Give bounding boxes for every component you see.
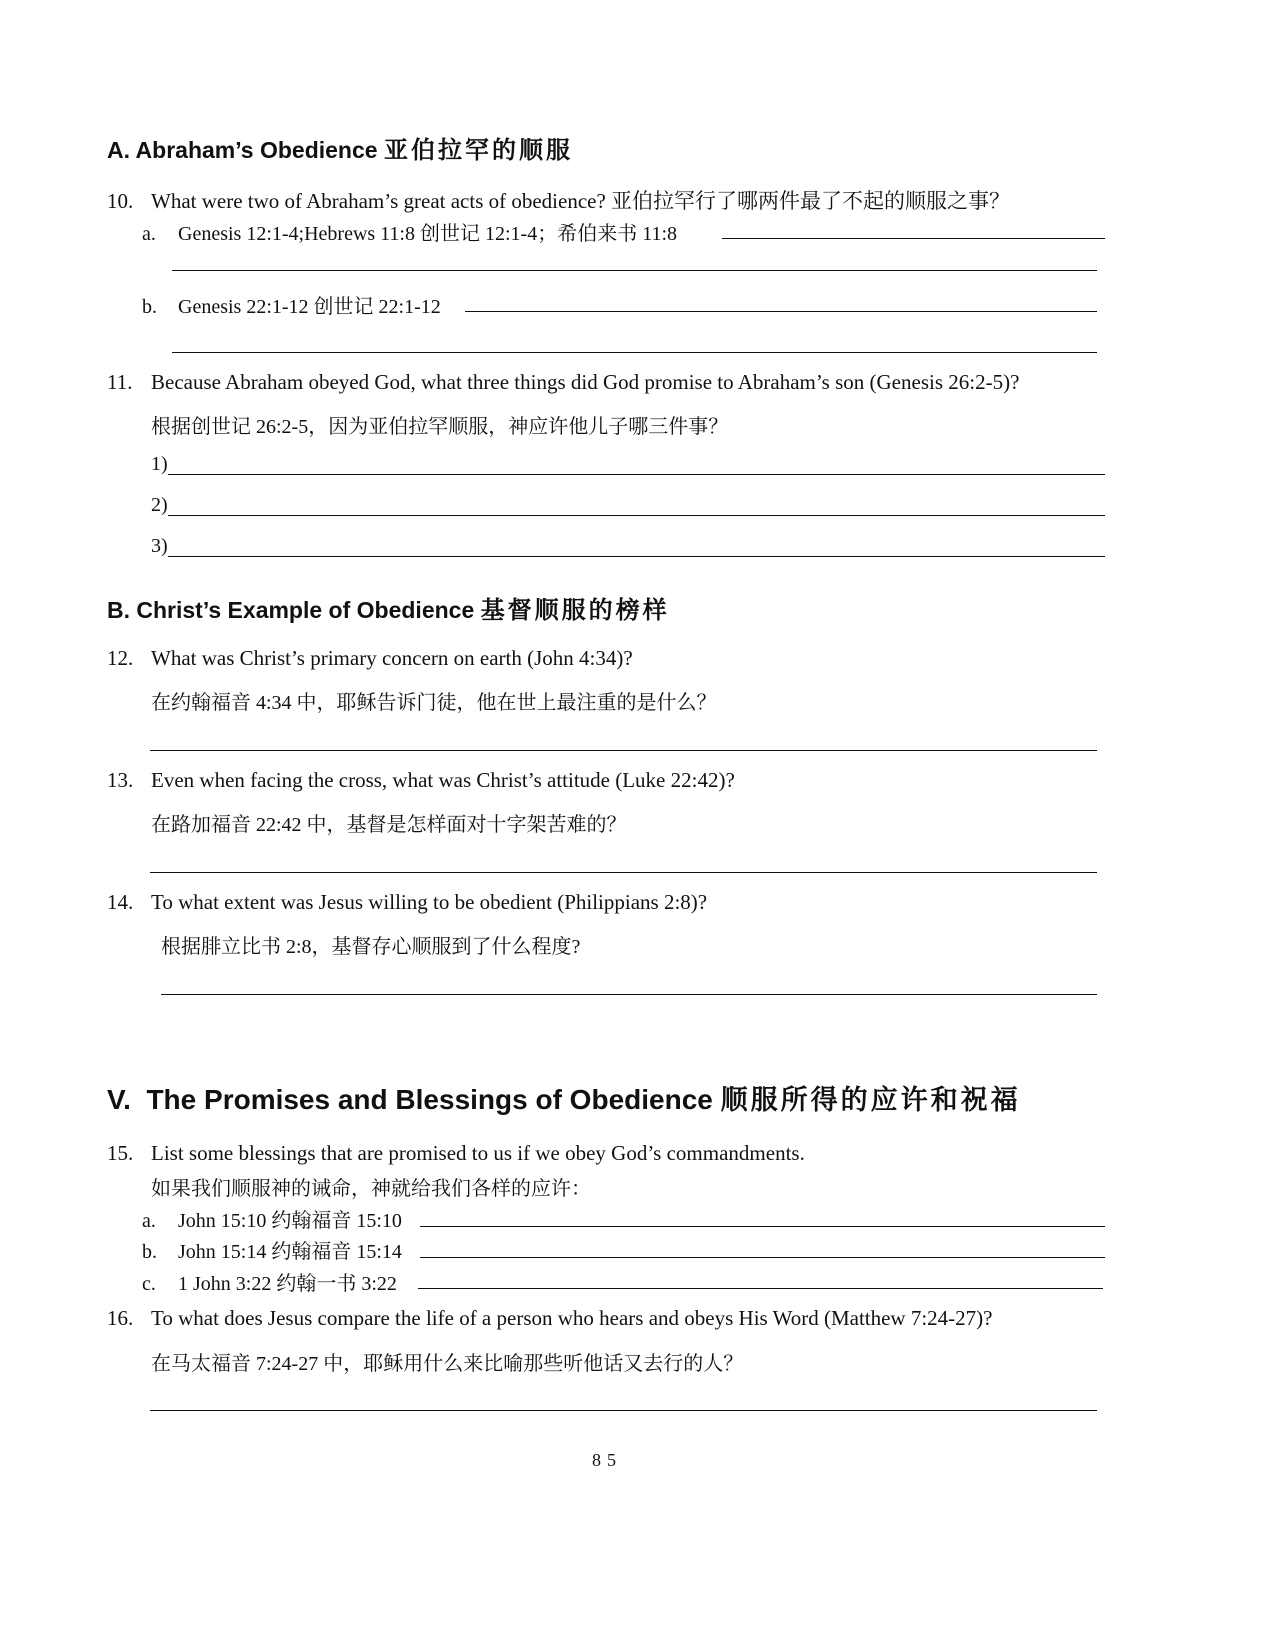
answer-line[interactable] [150, 750, 1097, 751]
section-a-label: A. [107, 137, 130, 163]
question-15-cn: 如果我们顺服神的诫命，神就给我们各样的应许： [151, 1178, 591, 1200]
question-15-item-b [142, 1235, 402, 1264]
item-text: Genesis 12:1-4;Hebrews 11:8 创世记 12:1-4；希伯来书 11:8 [178, 223, 678, 245]
answer-line[interactable] [168, 515, 1105, 516]
answer-line[interactable] [150, 1410, 1097, 1411]
question-number: 14. [107, 890, 134, 914]
answer-line[interactable] [420, 1257, 1105, 1258]
answer-label-3: 3) [151, 535, 168, 557]
question-13 [107, 768, 735, 793]
question-number: 12. [107, 646, 134, 670]
item-label: a. [142, 223, 156, 245]
question-13-cn: 在路加福音 22:42 中，基督是怎样面对十字架苦难的？ [151, 814, 627, 836]
question-15-item-c [142, 1267, 397, 1296]
question-10-item-b [142, 290, 441, 319]
question-11-cn: 根据创世记 26:2-5，因为亚伯拉罕顺服，神应许他儿子哪三件事？ [151, 416, 729, 438]
section-v-label: V. [107, 1084, 131, 1115]
question-10 [107, 185, 1010, 215]
answer-line[interactable] [418, 1288, 1103, 1289]
answer-line[interactable] [722, 238, 1105, 239]
question-15 [107, 1141, 805, 1166]
question-16 [107, 1306, 993, 1331]
item-label: a. [142, 1210, 156, 1232]
question-text: What were two of Abraham’s great acts of obedience? 亚伯拉罕行了哪两件最了不起的顺服之事？ [151, 189, 1011, 213]
item-label: b. [142, 1241, 157, 1263]
question-text: To what extent was Jesus willing to be obedient (Philippians 2:8)? [151, 890, 708, 914]
answer-line[interactable] [161, 994, 1097, 995]
answer-label-2: 2) [151, 494, 168, 516]
question-number: 10. [107, 189, 134, 213]
item-text: 1 John 3:22 约翰一书 3:22 [178, 1273, 397, 1295]
item-text: John 15:10 约翰福音 15:10 [178, 1210, 402, 1232]
answer-line[interactable] [465, 311, 1097, 312]
question-16-cn: 在马太福音 7:24-27 中，耶稣用什么来比喻那些听他话又去行的人？ [151, 1353, 744, 1375]
question-15-item-a [142, 1204, 402, 1233]
answer-label-1: 1) [151, 453, 168, 475]
question-11 [107, 370, 1019, 395]
section-b-label: B. [107, 597, 130, 623]
answer-line[interactable] [172, 352, 1097, 353]
section-v-heading [107, 1078, 1021, 1117]
section-b-heading [107, 590, 670, 625]
section-v-title-en: The Promises and Blessings of Obedience [146, 1084, 713, 1115]
question-14 [107, 890, 707, 915]
question-14-cn: 根据腓立比书 2:8，基督存心顺服到了什么程度? [161, 936, 581, 958]
section-a-heading [107, 130, 573, 165]
answer-line[interactable] [168, 556, 1105, 557]
question-number: 16. [107, 1306, 134, 1330]
section-b-title-cn: 基督顺服的榜样 [480, 596, 670, 624]
question-number: 13. [107, 768, 134, 792]
item-text: Genesis 22:1-12 创世记 22:1-12 [178, 296, 441, 318]
item-label: b. [142, 296, 157, 318]
question-text: List some blessings that are promised to us if we obey God’s commandments. [151, 1141, 805, 1165]
page-number: 85 [592, 1450, 622, 1470]
question-number: 15. [107, 1141, 134, 1165]
item-text: John 15:14 约翰福音 15:14 [178, 1241, 402, 1263]
question-text: To what does Jesus compare the life of a person who hears and obeys His Word (Matthew 7:24-27)? [151, 1306, 993, 1330]
question-12 [107, 646, 633, 671]
question-text: Because Abraham obeyed God, what three things did God promise to Abraham’s son (Genesis 26:2-5)? [151, 370, 1020, 394]
question-10-item-a [142, 217, 677, 246]
section-b-title-en: Christ’s Example of Obedience [136, 597, 475, 623]
section-a-title-cn: 亚伯拉罕的顺服 [383, 136, 573, 164]
question-12-cn: 在约翰福音 4:34 中，耶稣告诉门徒，他在世上最注重的是什么？ [151, 692, 717, 714]
section-a-title-en: Abraham’s Obedience [135, 137, 378, 163]
answer-line[interactable] [172, 270, 1097, 271]
section-v-title-cn: 顺服所得的应许和祝福 [720, 1085, 1021, 1116]
answer-line[interactable] [420, 1226, 1105, 1227]
answer-line[interactable] [150, 872, 1097, 873]
question-text: Even when facing the cross, what was Christ’s attitude (Luke 22:42)? [151, 768, 735, 792]
item-label: c. [142, 1273, 156, 1295]
answer-line[interactable] [168, 474, 1105, 475]
question-text: What was Christ’s primary concern on earth (John 4:34)? [151, 646, 633, 670]
question-number: 11. [107, 370, 133, 394]
